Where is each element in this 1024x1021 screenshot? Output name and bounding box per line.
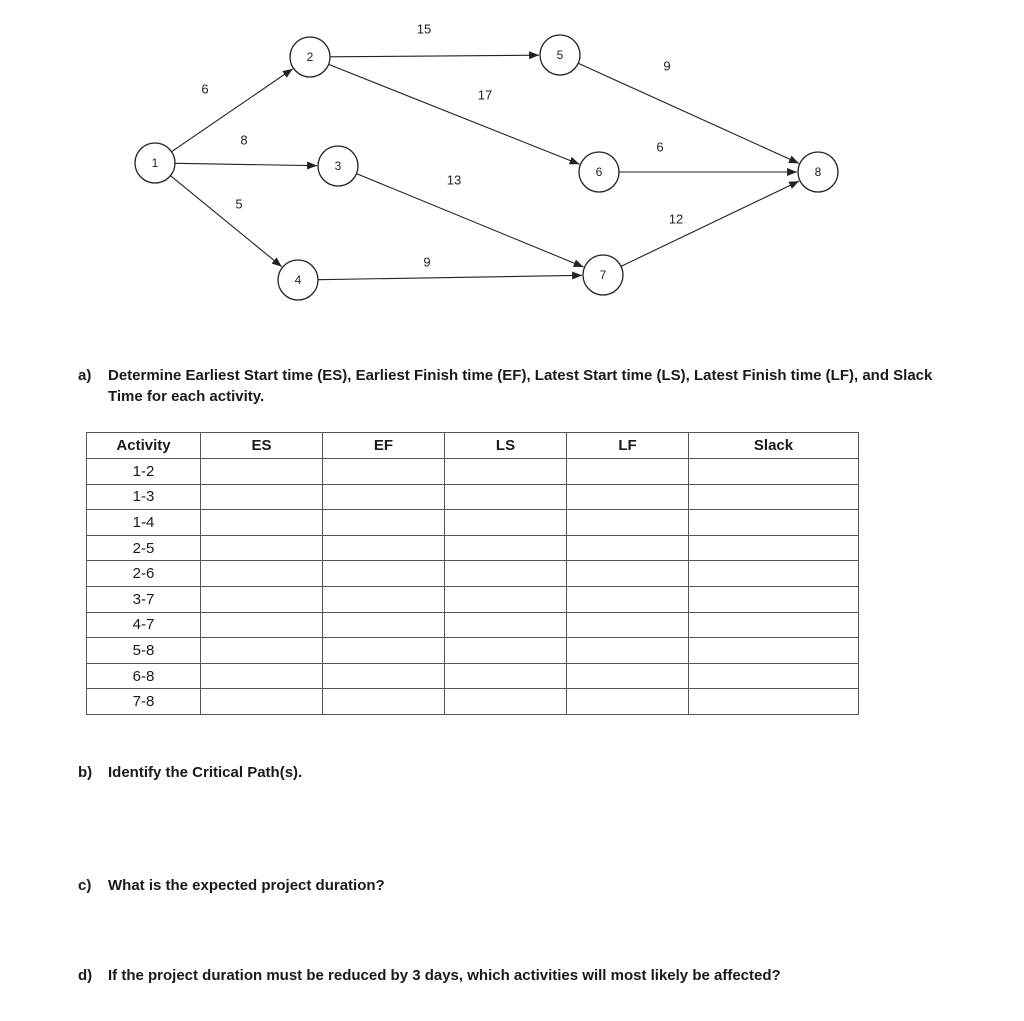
header-slack: Slack <box>689 433 859 459</box>
node-8 <box>798 152 838 192</box>
node-1 <box>135 143 175 183</box>
edge-duration-label: 9 <box>423 254 431 270</box>
answer-cell[interactable] <box>201 561 323 587</box>
answer-cell[interactable] <box>201 638 323 664</box>
header-lf: LF <box>567 433 689 459</box>
answer-cell[interactable] <box>689 484 859 510</box>
answer-cell[interactable] <box>689 612 859 638</box>
activity-cell: 4-7 <box>87 612 201 638</box>
header-ls: LS <box>445 433 567 459</box>
answer-cell[interactable] <box>689 459 859 485</box>
answer-cell[interactable] <box>445 459 567 485</box>
activity-cell: 7-8 <box>87 689 201 715</box>
answer-cell[interactable] <box>323 535 445 561</box>
answer-cell[interactable] <box>323 586 445 612</box>
answer-cell[interactable] <box>445 586 567 612</box>
edge-4-7 <box>318 275 582 279</box>
answer-cell[interactable] <box>567 459 689 485</box>
answer-cell[interactable] <box>567 510 689 536</box>
edge-5-8 <box>578 63 799 163</box>
answer-cell[interactable] <box>445 612 567 638</box>
node-7 <box>583 255 623 295</box>
node-6 <box>579 152 619 192</box>
node-3 <box>318 146 358 186</box>
answer-cell[interactable] <box>689 689 859 715</box>
question-b-label: b) <box>78 764 93 781</box>
answer-cell[interactable] <box>445 484 567 510</box>
edge-7-8 <box>621 181 799 266</box>
header-es: ES <box>201 433 323 459</box>
question-a-text: Determine Earliest Start time (ES), Earliest Finish time (EF), Latest Start time (LS), Latest Finish time (LF), and Slack Time for each activity. <box>108 367 933 405</box>
answer-cell[interactable] <box>201 484 323 510</box>
activity-cell: 3-7 <box>87 586 201 612</box>
node-5 <box>540 35 580 75</box>
edge-duration-label: 6 <box>656 139 664 155</box>
activity-cell: 1-2 <box>87 459 201 485</box>
answer-cell[interactable] <box>323 484 445 510</box>
answer-cell[interactable] <box>445 638 567 664</box>
question-d-label: d) <box>78 967 93 984</box>
node-label: 1 <box>151 156 159 171</box>
node-label: 5 <box>556 48 564 63</box>
answer-cell[interactable] <box>201 612 323 638</box>
edge-duration-label: 17 <box>477 87 493 103</box>
table-row <box>87 484 859 510</box>
answer-cell[interactable] <box>567 689 689 715</box>
edge-1-3 <box>175 163 317 165</box>
table-row <box>87 510 859 536</box>
edge-duration-label: 8 <box>240 132 248 148</box>
table-row <box>87 561 859 587</box>
node-4 <box>278 260 318 300</box>
schedule-table <box>86 432 859 715</box>
answer-cell[interactable] <box>689 510 859 536</box>
table-row <box>87 638 859 664</box>
table-row <box>87 586 859 612</box>
answer-cell[interactable] <box>201 689 323 715</box>
answer-cell[interactable] <box>445 689 567 715</box>
edge-duration-label: 12 <box>668 211 684 227</box>
answer-cell[interactable] <box>323 459 445 485</box>
question-c-label: c) <box>78 877 92 894</box>
answer-cell[interactable] <box>689 535 859 561</box>
network-diagram <box>0 0 1024 320</box>
edge-duration-label: 5 <box>235 196 243 212</box>
answer-cell[interactable] <box>689 638 859 664</box>
question-c-text: What is the expected project duration? <box>108 877 385 894</box>
answer-cell[interactable] <box>201 535 323 561</box>
node-label: 8 <box>814 165 822 180</box>
node-label: 3 <box>334 159 342 174</box>
table-row <box>87 459 859 485</box>
table-header-row <box>87 433 859 459</box>
table-row <box>87 663 859 689</box>
activity-cell: 2-6 <box>87 561 201 587</box>
edge-duration-label: 15 <box>416 21 432 37</box>
edge-2-5 <box>330 55 539 57</box>
answer-cell[interactable] <box>201 510 323 536</box>
answer-cell[interactable] <box>323 689 445 715</box>
header-ef: EF <box>323 433 445 459</box>
activity-cell: 6-8 <box>87 663 201 689</box>
answer-cell[interactable] <box>567 535 689 561</box>
node-2 <box>290 37 330 77</box>
header-activity: Activity <box>87 433 201 459</box>
answer-cell[interactable] <box>445 663 567 689</box>
edge-2-6 <box>329 64 580 164</box>
answer-cell[interactable] <box>445 561 567 587</box>
node-label: 7 <box>599 268 607 283</box>
answer-cell[interactable] <box>445 535 567 561</box>
answer-cell[interactable] <box>567 638 689 664</box>
answer-cell[interactable] <box>201 663 323 689</box>
answer-cell[interactable] <box>567 484 689 510</box>
table-row <box>87 535 859 561</box>
edge-duration-label: 6 <box>201 81 209 97</box>
activity-cell: 2-5 <box>87 535 201 561</box>
edge-1-4 <box>170 176 281 267</box>
node-label: 2 <box>306 50 314 65</box>
table-row <box>87 689 859 715</box>
edge-duration-label: 13 <box>446 172 462 188</box>
activity-cell: 1-4 <box>87 510 201 536</box>
node-label: 4 <box>294 273 302 288</box>
node-label: 6 <box>595 165 603 180</box>
edge-3-7 <box>356 174 583 270</box>
answer-cell[interactable] <box>201 586 323 612</box>
question-d-text: If the project duration must be reduced by 3 days, which activities will most likely be affected? <box>108 967 781 984</box>
answer-cell[interactable] <box>567 586 689 612</box>
answer-cell[interactable] <box>689 586 859 612</box>
edge-duration-label: 9 <box>663 58 671 74</box>
answer-cell[interactable] <box>445 510 567 536</box>
answer-cell[interactable] <box>323 663 445 689</box>
answer-cell[interactable] <box>201 459 323 485</box>
answer-cell[interactable] <box>323 638 445 664</box>
answer-cell[interactable] <box>323 612 445 638</box>
activity-cell: 5-8 <box>87 638 201 664</box>
activity-cell: 1-3 <box>87 484 201 510</box>
answer-cell[interactable] <box>567 663 689 689</box>
answer-cell[interactable] <box>323 561 445 587</box>
edge-1-2 <box>172 69 293 152</box>
table-row <box>87 612 859 638</box>
answer-cell[interactable] <box>567 561 689 587</box>
answer-cell[interactable] <box>567 612 689 638</box>
question-b-text: Identify the Critical Path(s). <box>108 764 303 781</box>
answer-cell[interactable] <box>323 510 445 536</box>
question-a-label: a) <box>78 367 92 384</box>
answer-cell[interactable] <box>689 561 859 587</box>
answer-cell[interactable] <box>689 663 859 689</box>
